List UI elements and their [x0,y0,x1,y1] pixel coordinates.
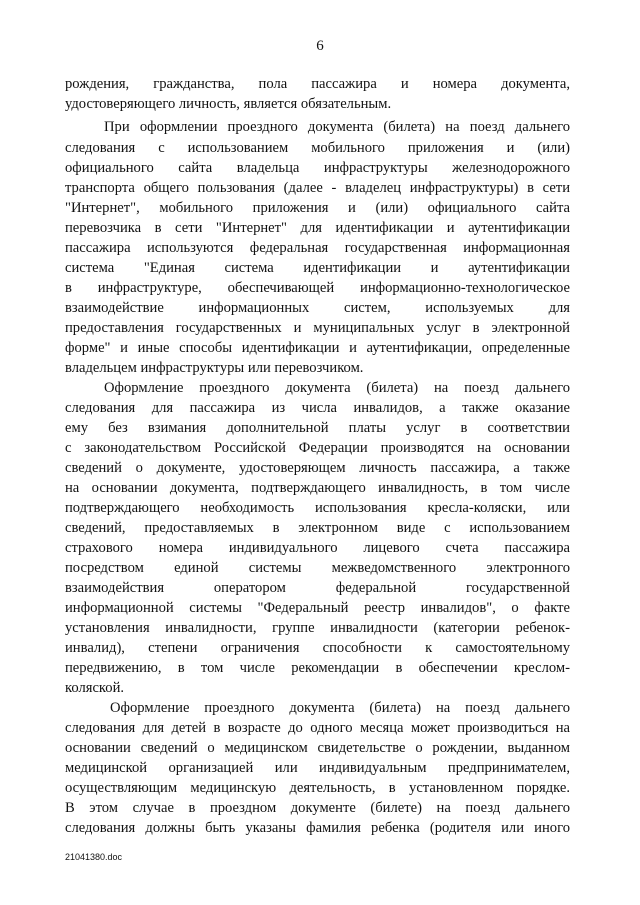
text-line: В этом случае в проездном документе (билете) на поезд дальнего [65,800,570,816]
text-line: следования для пассажира из числа инвалидов, а также оказание [65,400,570,416]
text-line: подтверждающего необходимость использования кресла-коляски, или [65,500,570,516]
text-line: медицинской организацией или индивидуальным предпринимателем, [65,760,570,776]
text-line: на основании документа, подтверждающего инвалидность, в том числе [65,480,570,496]
text-line: форме" и иные способы идентификации и аутентификации, определенные [65,340,570,356]
text-line: основании сведений о медицинском свидетельстве о рождении, выданном [65,740,570,756]
text-line: в инфраструктуре, обеспечивающей информационно-технологическое [65,280,570,296]
text-line: транспорта общего пользования (далее - владелец инфраструктуры) в сети [65,180,570,196]
text-line: установления инвалидности, группе инвалидности (категории ребенок- [65,620,570,636]
text-line: рождения, гражданства, пола пассажира и номера документа, [65,76,570,92]
text-line: Оформление проездного документа (билета) на поезд дальнего [110,700,570,716]
text-line: "Интернет", мобильного приложения и (или) официального сайта [65,200,570,216]
text-line: информационной системы "Федеральный реестр инвалидов", о факте [65,600,570,616]
page-number: 6 [316,38,324,54]
text-line: сведений, предоставляемых в электронном виде с использованием [65,520,570,536]
text-line: следования должны быть указаны фамилия ребенка (родителя или иного [65,820,570,836]
text-line: осуществляющим медицинскую деятельность, в установленном порядке. [65,780,570,796]
footer-filename: 21041380.doc [65,852,123,862]
text-line: коляской. [65,680,125,696]
text-line: ему без взимания дополнительной платы услуг в соответствии [65,420,570,436]
text-line: пассажира используются федеральная государственная информационная [65,240,570,256]
text-line: предоставления государственных и муниципальных услуг в электронной [65,320,570,336]
text-line: передвижению, в том числе рекомендации в обеспечении креслом- [65,660,570,676]
text-line: следования для детей в возрасте до одного месяца может производиться на [65,720,570,736]
text-line: официального сайта владельца инфраструктуры железнодорожного [65,160,570,176]
text-line: владельцем инфраструктуры или перевозчиком. [65,360,364,376]
text-line: инвалид), степени ограничения способности к самостоятельному [65,640,570,656]
text-line: следования с использованием мобильного приложения и (или) [65,140,570,156]
text-line: Оформление проездного документа (билета) на поезд дальнего [104,380,570,396]
text-line: перевозчика в сети "Интернет" для идентификации и аутентификации [65,220,570,236]
text-line: взаимодействия оператором федеральной государственной [65,580,570,596]
text-line: посредством единой системы межведомственного электронного [65,560,570,576]
text-line: сведений о документе, удостоверяющем личность пассажира, а также [65,460,570,476]
text-line: При оформлении проездного документа (билета) на поезд дальнего [104,119,570,135]
text-line: страхового номера индивидуального лицевого счета пассажира [65,540,570,556]
text-line: удостоверяющего личность, является обязательным. [65,96,392,112]
text-line: взаимодействие информационных систем, используемых для [65,300,570,316]
text-line: система "Единая система идентификации и аутентификации [65,260,570,276]
text-line: с законодательством Российской Федерации производятся на основании [65,440,570,456]
